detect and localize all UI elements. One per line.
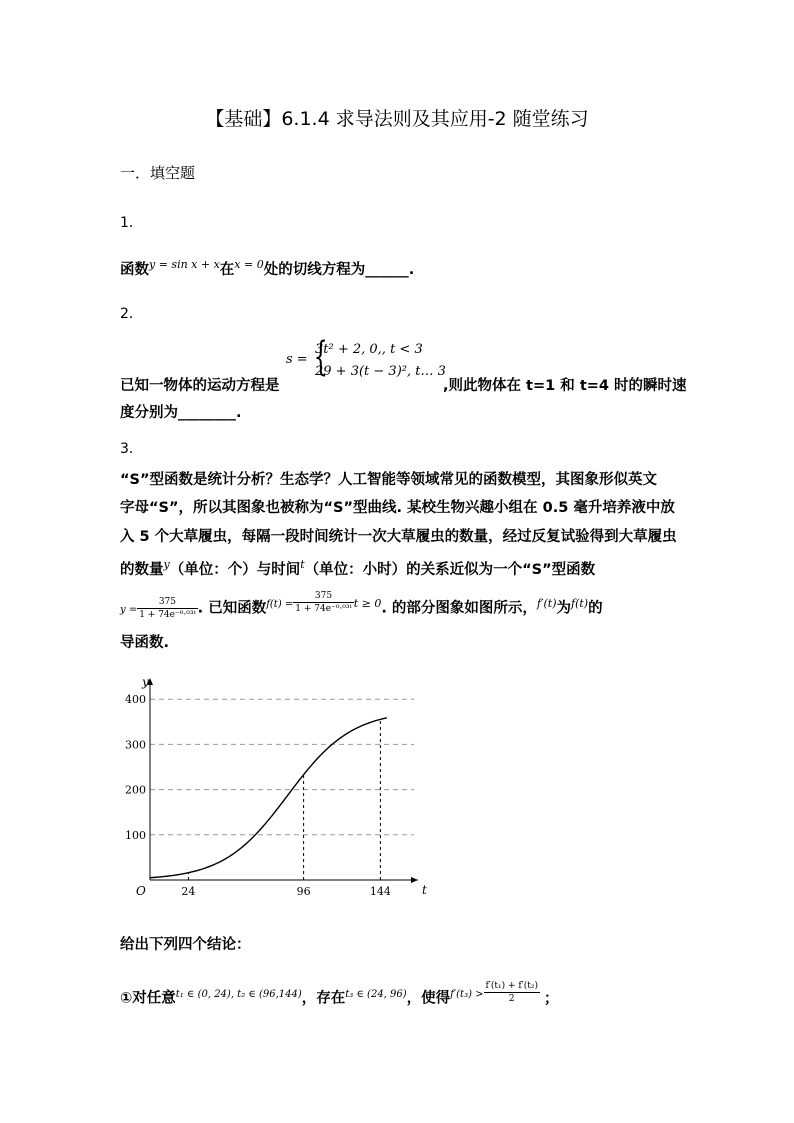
q3-line3: 入 5 个大草履虫，每隔一段时间统计一次大草履虫的数量，经过反复试验得到大草履虫 bbox=[120, 529, 677, 545]
f-equals: f(t) = bbox=[266, 598, 294, 610]
c1-t3: t₃ ∈ (24, 96) bbox=[345, 988, 407, 1000]
logistic-fraction-2 bbox=[293, 590, 353, 615]
q2-post: ,则此物体在 t=1 和 t=4 时的瞬时速 bbox=[443, 378, 687, 394]
case-1: 3t² + 2, 0,, t < 3 bbox=[315, 342, 423, 357]
q3-line6: 导函数. bbox=[120, 635, 170, 651]
x-tick-label-24: 24 bbox=[181, 885, 196, 898]
frac-numerator: 375 bbox=[137, 596, 197, 609]
conclusions-intro: 给出下列四个结论： bbox=[120, 937, 251, 953]
c1-a: ①对任意 bbox=[120, 990, 176, 1007]
q2-pre: 已知一物体的运动方程是 bbox=[120, 378, 280, 394]
frac-denominator: 1 + 74e⁻⁰·⁰³ᵗ bbox=[295, 604, 352, 614]
f-prime: f′(t) bbox=[536, 596, 557, 610]
x-tick-label-96: 96 bbox=[296, 885, 311, 898]
c1-end: ； bbox=[544, 990, 559, 1007]
q3-line4 bbox=[120, 558, 595, 579]
q3-line5a: . 已知函数 bbox=[197, 600, 267, 617]
q3-line5c: 为 bbox=[556, 600, 571, 617]
condition: t ≥ 0 bbox=[353, 596, 382, 610]
x-axis-label: t bbox=[422, 883, 427, 897]
q3-line5 bbox=[120, 591, 603, 621]
c1-denominator: 2 bbox=[508, 994, 515, 1004]
q1-pre: 函数 bbox=[120, 262, 149, 278]
origin-label: O bbox=[136, 884, 146, 898]
q3-line4c: （单位：小时）的关系近似为一个“S”型函数 bbox=[304, 562, 596, 578]
question-1-number: 1． bbox=[120, 215, 143, 231]
brace-icon: { bbox=[313, 334, 328, 380]
conclusion-1 bbox=[120, 981, 559, 1011]
q3-line5d: 的 bbox=[588, 600, 603, 617]
section-heading: 一．填空题 bbox=[120, 164, 196, 182]
q3-line4b: （单位：个）与时间 bbox=[169, 562, 301, 578]
question-3-number: 3． bbox=[120, 441, 143, 457]
c1-fraction bbox=[484, 980, 541, 1005]
series-curve bbox=[150, 718, 387, 878]
x-tick-label-144: 144 bbox=[369, 885, 391, 898]
q1-formula: y = sin x + x bbox=[149, 258, 220, 271]
y-axis-label: y bbox=[142, 675, 149, 689]
page-title: 【基础】6.1.4 求导法则及其应用-2 随堂练习 bbox=[205, 108, 589, 130]
var-t: t bbox=[300, 558, 305, 571]
c1-lhs: f′(t₃) > bbox=[450, 988, 484, 1000]
q3-line4a: 的数量 bbox=[120, 562, 164, 578]
q1-post: 处的切线方程为______. bbox=[263, 262, 415, 278]
logistic-chart bbox=[118, 672, 427, 904]
case-2: 29 + 3(t − 3)², t… 3 bbox=[315, 364, 446, 379]
q1-at: x = 0 bbox=[234, 258, 264, 271]
frac-numerator: 375 bbox=[293, 590, 353, 603]
q3-line2: 字母“S”，所以其图象也被称为“S”型曲线. 某校生物兴趣小组在 0.5 毫升培养液中放 bbox=[120, 500, 675, 516]
q2-line2: 度分别为________. bbox=[120, 405, 242, 421]
c1-c: ，使得 bbox=[406, 990, 451, 1007]
question-2-number: 2． bbox=[120, 306, 143, 322]
f-t: f(t) bbox=[571, 596, 589, 610]
c1-set: t₁ ∈ (0, 24), t₂ ∈ (96,144) bbox=[175, 988, 302, 1000]
x-axis-arrow-icon bbox=[411, 877, 418, 883]
q3-line1: “S”型函数是统计分析？生态学？人工智能等领域常见的函数模型，其图象形似英文 bbox=[120, 472, 657, 488]
y-equals: y = bbox=[120, 604, 138, 616]
y-tick-label-100: 100 bbox=[125, 828, 146, 842]
q1-mid: 在 bbox=[219, 262, 235, 278]
c1-b: ，存在 bbox=[301, 990, 346, 1007]
frac-denominator: 1 + 74e⁻⁰·⁰³ᵗ bbox=[139, 610, 196, 620]
logistic-fraction-1 bbox=[137, 596, 197, 621]
y-tick-label-200: 200 bbox=[125, 783, 146, 797]
s-equals: s = bbox=[286, 352, 308, 367]
q3-line5b: . 的部分图象如图所示， bbox=[381, 600, 537, 617]
c1-numerator: f′(t₁) + f′(t₂) bbox=[485, 981, 539, 991]
question-1-text bbox=[120, 258, 414, 279]
var-y: y bbox=[163, 558, 170, 571]
y-tick-label-400: 400 bbox=[125, 693, 146, 707]
y-tick-label-300: 300 bbox=[125, 738, 146, 752]
